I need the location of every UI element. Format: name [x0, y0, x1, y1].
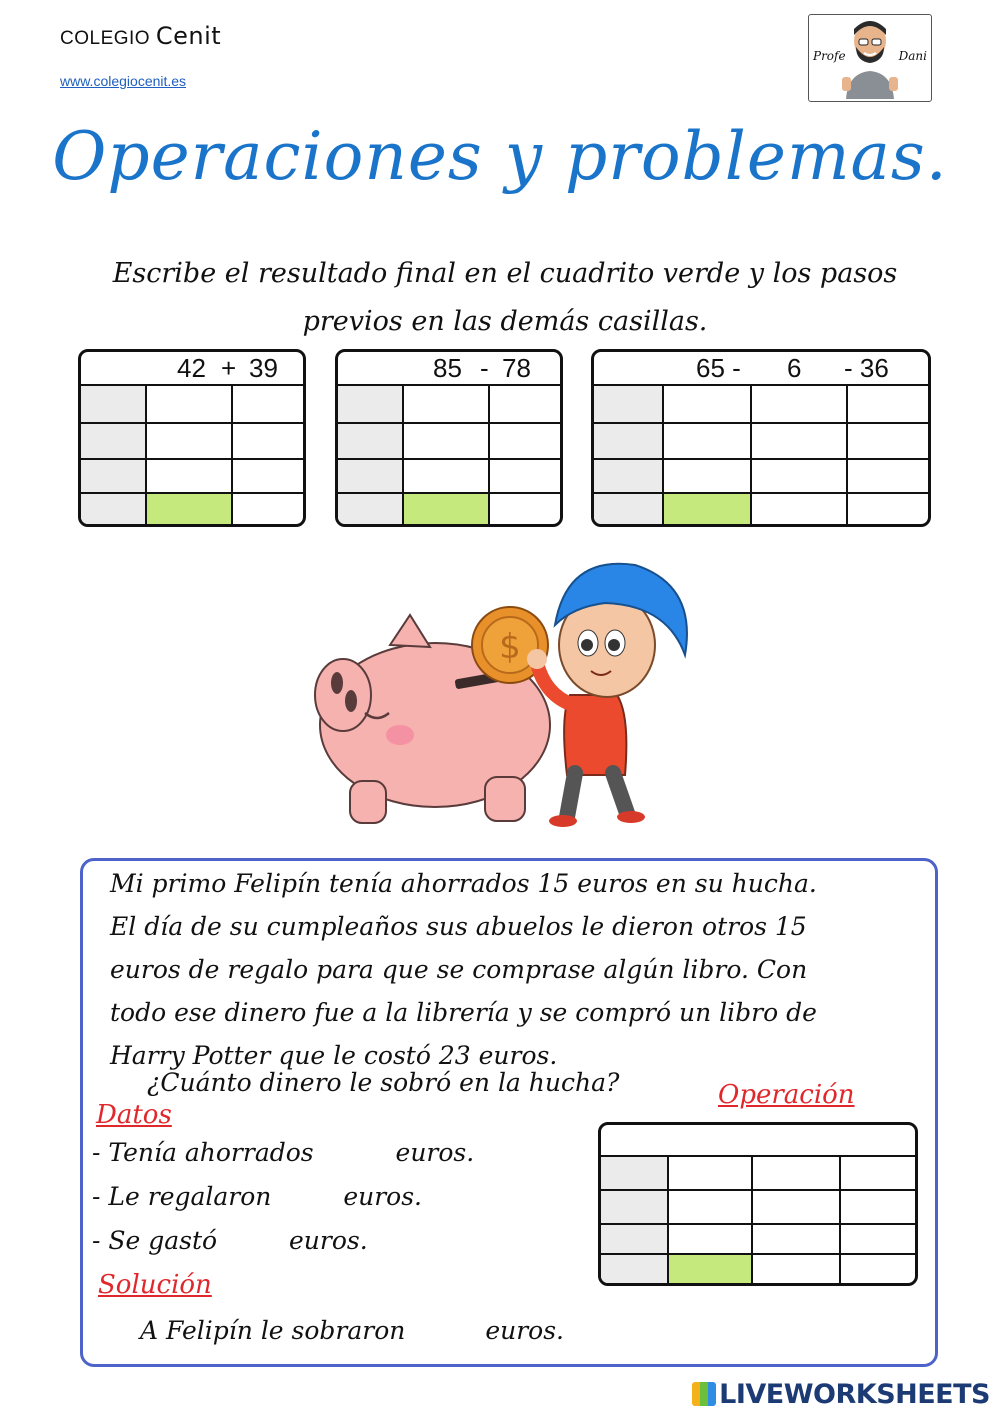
- problem-question: ¿Cuánto dinero le sobró en la hucha?: [147, 1068, 620, 1097]
- datos-label: Datos: [96, 1100, 172, 1130]
- answer-cell[interactable]: [594, 460, 664, 494]
- answer-cell[interactable]: [404, 386, 490, 424]
- answer-cell[interactable]: [338, 460, 404, 494]
- answer-cell[interactable]: [404, 460, 490, 494]
- answer-cell[interactable]: [81, 494, 147, 524]
- answer-cell[interactable]: [338, 494, 404, 524]
- operand: - 36: [844, 353, 889, 383]
- answer-cell[interactable]: [81, 460, 147, 494]
- problem-line: Mi primo Felipín tenía ahorrados 15 euros en su hucha.: [110, 869, 817, 898]
- answer-cell[interactable]: [669, 1191, 753, 1225]
- teacher-avatar-icon: [840, 15, 900, 99]
- answer-cell[interactable]: [147, 386, 233, 424]
- answer-cell[interactable]: [664, 460, 752, 494]
- answer-cell[interactable]: [404, 424, 490, 460]
- problem-operation-box: [598, 1122, 918, 1286]
- result-cell[interactable]: [669, 1255, 753, 1283]
- operand: 6: [787, 353, 802, 383]
- answer-cell[interactable]: [848, 386, 928, 424]
- brand-text: LIVEWORKSHEETS: [719, 1379, 990, 1410]
- profe-dani-logo: [808, 14, 932, 102]
- answer-cell[interactable]: [490, 424, 560, 460]
- operation-header: [81, 352, 303, 386]
- problem-line: euros de regalo para que se comprase algún libro. Con: [110, 955, 808, 984]
- answer-cell[interactable]: [848, 460, 928, 494]
- dato-unit: euros.: [289, 1226, 368, 1255]
- answer-cell[interactable]: [594, 386, 664, 424]
- answer-cell[interactable]: [233, 386, 303, 424]
- operator: -: [480, 353, 489, 383]
- operator: +: [221, 353, 237, 383]
- answer-cell[interactable]: [669, 1225, 753, 1255]
- answer-cell[interactable]: [753, 1225, 841, 1255]
- answer-cell[interactable]: [753, 1191, 841, 1225]
- operand: 78: [502, 353, 531, 383]
- instructions: Escribe el resultado final en el cuadrito verde y los pasos previos en las demás casillas.: [112, 258, 898, 337]
- operation-header: [338, 352, 560, 386]
- operation-label: Operación: [718, 1080, 855, 1110]
- liveworksheets-logo: [692, 1379, 990, 1410]
- answer-cell[interactable]: [848, 494, 928, 524]
- answer-cell[interactable]: [338, 386, 404, 424]
- answer-cell[interactable]: [664, 424, 752, 460]
- dato-text: - Tenía ahorrados: [92, 1138, 314, 1167]
- answer-cell[interactable]: [841, 1157, 915, 1191]
- answer-cell[interactable]: [848, 424, 928, 460]
- operation-box-3: [591, 349, 931, 527]
- logo-text-left: Profe: [813, 49, 846, 63]
- answer-cell[interactable]: [594, 494, 664, 524]
- problem-text: [110, 862, 920, 1077]
- answer-cell[interactable]: [752, 460, 848, 494]
- dato-unit: euros.: [395, 1138, 475, 1167]
- dato-text: - Le regalaron: [92, 1182, 272, 1211]
- answer-cell[interactable]: [601, 1255, 669, 1283]
- answer-cell[interactable]: [490, 494, 560, 524]
- operation-header: [601, 1125, 915, 1157]
- operation-box-1: [78, 349, 306, 527]
- solution-line: [140, 1316, 564, 1345]
- answer-cell[interactable]: [81, 386, 147, 424]
- dato-unit: euros.: [343, 1182, 422, 1211]
- result-cell[interactable]: [404, 494, 490, 524]
- answer-cell[interactable]: [594, 424, 664, 460]
- school-url-link[interactable]: www.colegiocenit.es: [60, 73, 187, 89]
- answer-cell[interactable]: [752, 386, 848, 424]
- dato-text: - Se gastó: [92, 1226, 218, 1255]
- answer-cell[interactable]: [490, 460, 560, 494]
- solution-unit: euros.: [485, 1316, 564, 1345]
- answer-cell[interactable]: [233, 424, 303, 460]
- answer-cell[interactable]: [233, 494, 303, 524]
- answer-cell[interactable]: [841, 1255, 915, 1283]
- answer-cell[interactable]: [233, 460, 303, 494]
- solution-text: A Felipín le sobraron: [140, 1316, 406, 1345]
- logo-text-right: Dani: [898, 49, 927, 63]
- answer-cell[interactable]: [841, 1225, 915, 1255]
- answer-cell[interactable]: [752, 424, 848, 460]
- dato-line-1: [92, 1138, 474, 1167]
- answer-cell[interactable]: [490, 386, 560, 424]
- operand: 39: [249, 353, 278, 383]
- answer-cell[interactable]: [753, 1157, 841, 1191]
- operand: 85: [433, 353, 462, 383]
- dato-line-2: [92, 1182, 422, 1211]
- piggy-bank-boy-illustration: [305, 545, 705, 840]
- operation-box-2: [335, 349, 563, 527]
- answer-cell[interactable]: [601, 1157, 669, 1191]
- problem-line: todo ese dinero fue a la librería y se compró un libro de: [110, 998, 817, 1027]
- answer-cell[interactable]: [664, 386, 752, 424]
- problem-line: El día de su cumpleaños sus abuelos le dieron otros 15: [110, 912, 807, 941]
- answer-cell[interactable]: [81, 424, 147, 460]
- answer-cell[interactable]: [601, 1225, 669, 1255]
- answer-cell[interactable]: [841, 1191, 915, 1225]
- school-prefix: COLEGIO: [60, 28, 151, 49]
- answer-cell[interactable]: [147, 460, 233, 494]
- school-name: [60, 22, 221, 50]
- operand: 65 -: [696, 353, 741, 383]
- school-title: Cenit: [155, 22, 222, 50]
- problem-line: Harry Potter que le costó 23 euros.: [110, 1041, 558, 1070]
- result-cell[interactable]: [147, 494, 233, 524]
- dato-line-3: [92, 1226, 368, 1255]
- page-title: Operaciones y problemas.: [52, 118, 948, 195]
- answer-cell[interactable]: [338, 424, 404, 460]
- answer-cell[interactable]: [601, 1191, 669, 1225]
- solution-label: Solución: [98, 1270, 212, 1300]
- boy-icon: [527, 564, 687, 827]
- answer-cell[interactable]: [752, 494, 848, 524]
- svg-text:$: $: [499, 627, 521, 667]
- liveworksheets-badge-icon: [692, 1382, 716, 1406]
- answer-cell[interactable]: [753, 1255, 841, 1283]
- operation-header: [594, 352, 928, 386]
- operand: 42: [177, 353, 206, 383]
- result-cell[interactable]: [664, 494, 752, 524]
- answer-cell[interactable]: [147, 424, 233, 460]
- answer-cell[interactable]: [669, 1157, 753, 1191]
